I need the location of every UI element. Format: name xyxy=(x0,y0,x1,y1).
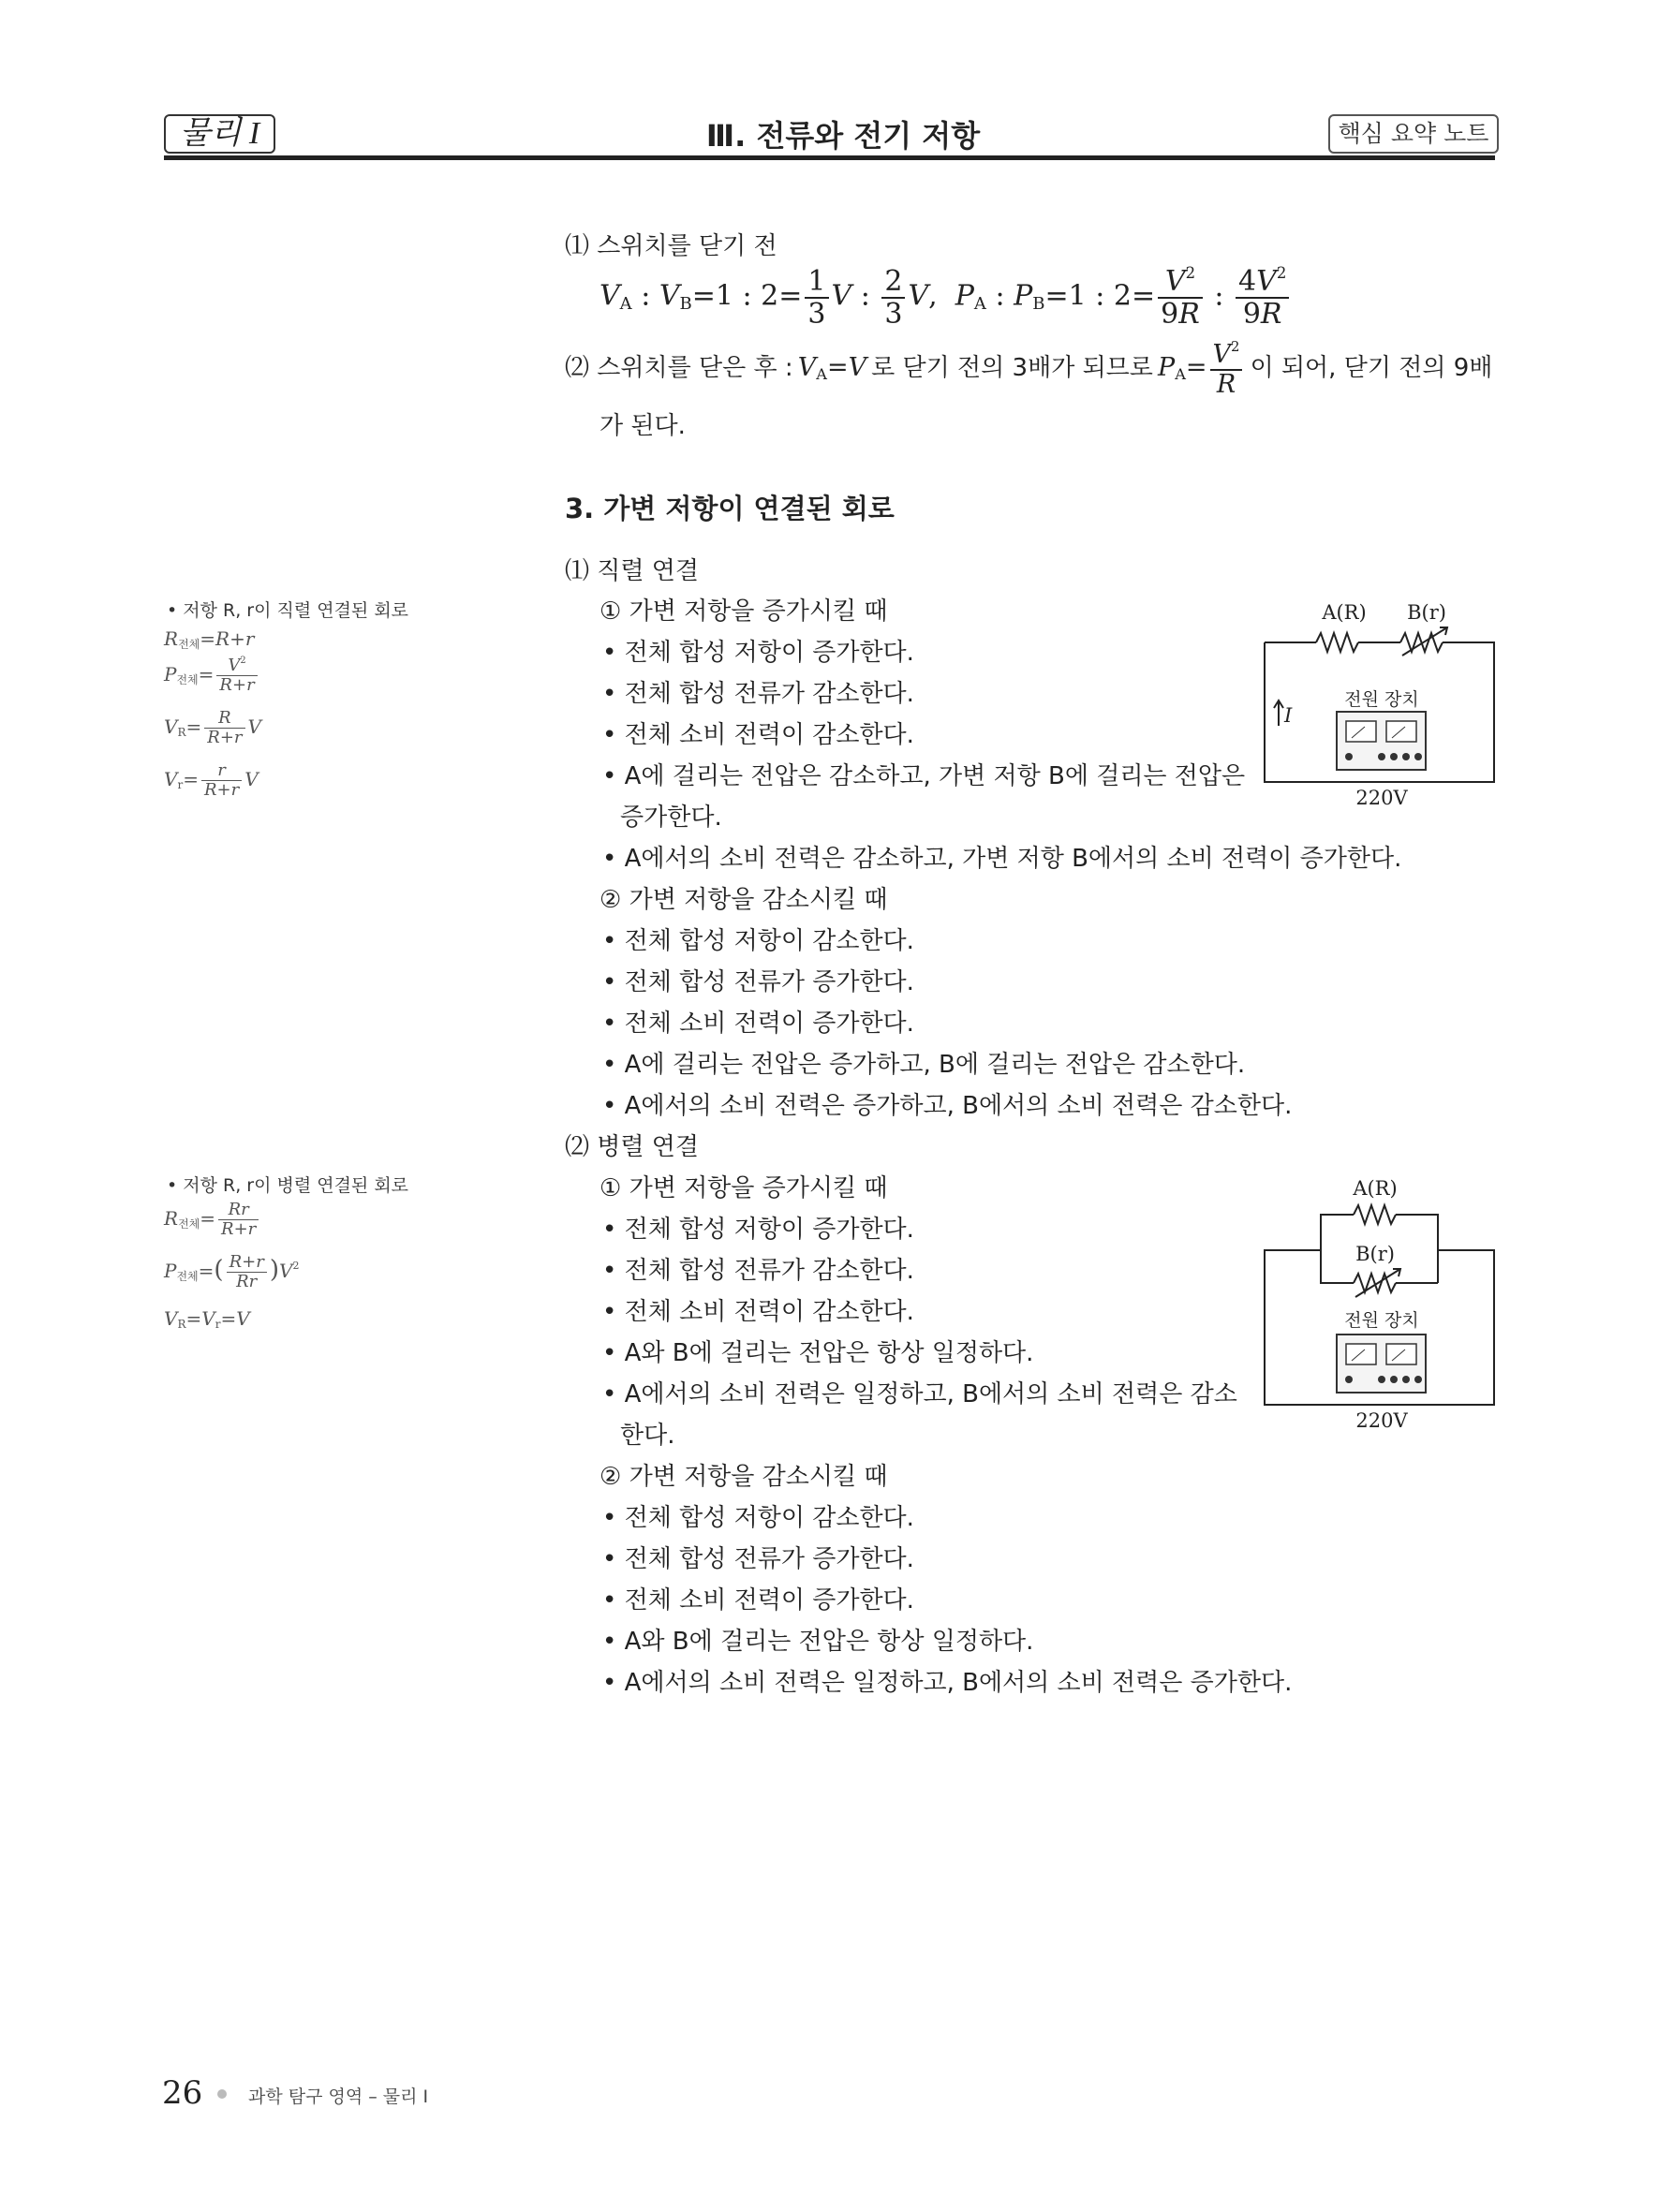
parallel-circuit-figure xyxy=(1260,1175,1503,1447)
series-decrease-label: ② 가변 저항을 감소시킬 때 xyxy=(600,886,888,914)
header-rule xyxy=(164,155,1495,160)
parallel-inc-item: • 전체 합성 전류가 감소한다. xyxy=(602,1257,914,1285)
item2-text-b: 이 되어, 닫기 전의 9배 xyxy=(1250,354,1493,383)
series-label-b: B(r) xyxy=(1407,601,1446,624)
series-dec-item: • A에 걸리는 전압은 증가하고, B에 걸리는 전압은 감소한다. xyxy=(602,1051,1246,1079)
series-increase-label: ① 가변 저항을 증가시킬 때 xyxy=(600,597,888,626)
item2-line xyxy=(565,339,1492,398)
sidebar-formula-ptotal: $P_{전체}=$ $\frac{V^2}{R+r}$ xyxy=(164,656,260,695)
parallel-voltage-label: 220V xyxy=(1355,1409,1408,1432)
item2-pa: $P_A=$ $\frac{V^2}{R}$ xyxy=(1158,353,1245,382)
series-dec-item: • A에서의 소비 전력은 증가하고, B에서의 소비 전력은 감소한다. xyxy=(602,1092,1293,1120)
parallel-dec-item: • 전체 합성 저항이 감소한다. xyxy=(602,1504,914,1532)
series-dec-item: • 전체 합성 전류가 증가한다. xyxy=(602,968,914,996)
item2-va: $V_A=V$ xyxy=(797,353,867,384)
series-inc-item: • A에 걸리는 전압은 감소하고, 가변 저항 B에 걸리는 전압은 xyxy=(602,762,1246,790)
chapter-title: Ⅲ. 전류와 전기 저항 xyxy=(705,118,981,154)
parallel-inc-item: • A와 B에 걸리는 전압은 항상 일정하다. xyxy=(602,1339,1034,1367)
page-number: 26 xyxy=(162,2074,203,2112)
parallel-increase-label: ① 가변 저항을 증가시킬 때 xyxy=(600,1174,888,1202)
sidebar-parallel-note: • 저항 R, r이 병렬 연결된 회로 xyxy=(167,1175,409,1196)
item2-text-a: 로 닫기 전의 3배가 되므로 xyxy=(871,354,1153,383)
series-inc-item: • A에서의 소비 전력은 감소하고, 가변 저항 B에서의 소비 전력이 증가한다. xyxy=(602,845,1402,873)
item1-formula: $V_A$ : $V_B=1$ : 2= $\frac{1}{3}$ V : $\frac{2}{3}$ V, $P_A$ : $P_B=1$ : 2= $\frac{V^2}{9R}$ : $\frac{4V^2}{9R}$ xyxy=(600,265,1292,330)
parallel-dec-item: • 전체 소비 전력이 증가한다. xyxy=(602,1586,914,1615)
power-supply-icon xyxy=(1337,1335,1426,1393)
sidebar-formula-vsmallr: $V_r=$ $\frac{r}{R+r}$ V xyxy=(164,760,259,800)
footer-text: 과학 탐구 영역 – 물리 Ⅰ xyxy=(248,2087,429,2107)
parallel-dec-item: • 전체 합성 전류가 증가한다. xyxy=(602,1545,914,1573)
series-dec-item: • 전체 합성 저항이 감소한다. xyxy=(602,927,914,955)
item2-label: ⑵ 스위치를 닫은 후 : xyxy=(565,354,793,383)
parallel-inc-item: • A에서의 소비 전력은 일정하고, B에서의 소비 전력은 감소 xyxy=(602,1380,1237,1408)
series-circuit-figure xyxy=(1260,599,1503,815)
resistor-a xyxy=(1316,633,1358,652)
item1-label: ⑴ 스위치를 닫기 전 xyxy=(565,232,777,260)
series-power-label: 전원 장치 xyxy=(1344,689,1419,710)
parallel-label-b: B(r) xyxy=(1355,1243,1395,1265)
parallel-dec-item: • A에서의 소비 전력은 일정하고, B에서의 소비 전력은 증가한다. xyxy=(602,1669,1293,1697)
parallel-dec-item: • A와 B에 걸리는 전압은 항상 일정하다. xyxy=(602,1628,1034,1656)
series-current-label: I xyxy=(1284,704,1293,727)
parallel-inc-item: 한다. xyxy=(620,1422,675,1450)
parallel-inc-item: • 전체 합성 저항이 증가한다. xyxy=(602,1216,914,1244)
parallel-label: ⑵ 병렬 연결 xyxy=(565,1133,699,1161)
sidebar-formula-ptotal-parallel: $P_{전체}=$( $\frac{R+r}{Rr}$ )$V^2$ xyxy=(164,1252,300,1291)
resistor-b xyxy=(1400,633,1443,652)
series-label-a: A(R) xyxy=(1322,601,1367,624)
series-voltage-label: 220V xyxy=(1355,787,1408,809)
power-supply-icon xyxy=(1337,712,1426,770)
item2-cont: 가 된다. xyxy=(600,412,686,440)
sidebar-formula-rtotal: $R_{전체}=R+r$ xyxy=(164,627,255,651)
series-label: ⑴ 직렬 연결 xyxy=(565,557,699,585)
resistor-a xyxy=(1354,1205,1396,1224)
parallel-label-a: A(R) xyxy=(1353,1177,1398,1200)
parallel-inc-item: • 전체 소비 전력이 감소한다. xyxy=(602,1298,914,1326)
series-inc-item: • 전체 소비 전력이 감소한다. xyxy=(602,721,914,749)
parallel-power-label: 전원 장치 xyxy=(1344,1310,1419,1331)
series-inc-item: • 전체 합성 전류가 감소한다. xyxy=(602,680,914,708)
sidebar-formula-vr: $V_R=$ $\frac{R}{R+r}$ V xyxy=(164,708,261,747)
series-dec-item: • 전체 소비 전력이 증가한다. xyxy=(602,1010,914,1038)
section-heading: 3. 가변 저항이 연결된 회로 xyxy=(565,493,895,524)
parallel-decrease-label: ② 가변 저항을 감소시킬 때 xyxy=(600,1463,888,1491)
sidebar-formula-vequal: $V_R=V_r=V$ xyxy=(164,1307,250,1331)
footer-dot xyxy=(217,2089,227,2099)
sidebar-series-note: • 저항 R, r이 직렬 연결된 회로 xyxy=(167,600,409,621)
sidebar-formula-rtotal-parallel: $R_{전체}=$ $\frac{Rr}{R+r}$ xyxy=(164,1201,261,1239)
subject-label: 물리 I xyxy=(164,114,275,154)
summary-tag: 핵심 요약 노트 xyxy=(1328,114,1499,154)
series-inc-item: 증가한다. xyxy=(620,804,722,832)
series-inc-item: • 전체 합성 저항이 증가한다. xyxy=(602,639,914,667)
